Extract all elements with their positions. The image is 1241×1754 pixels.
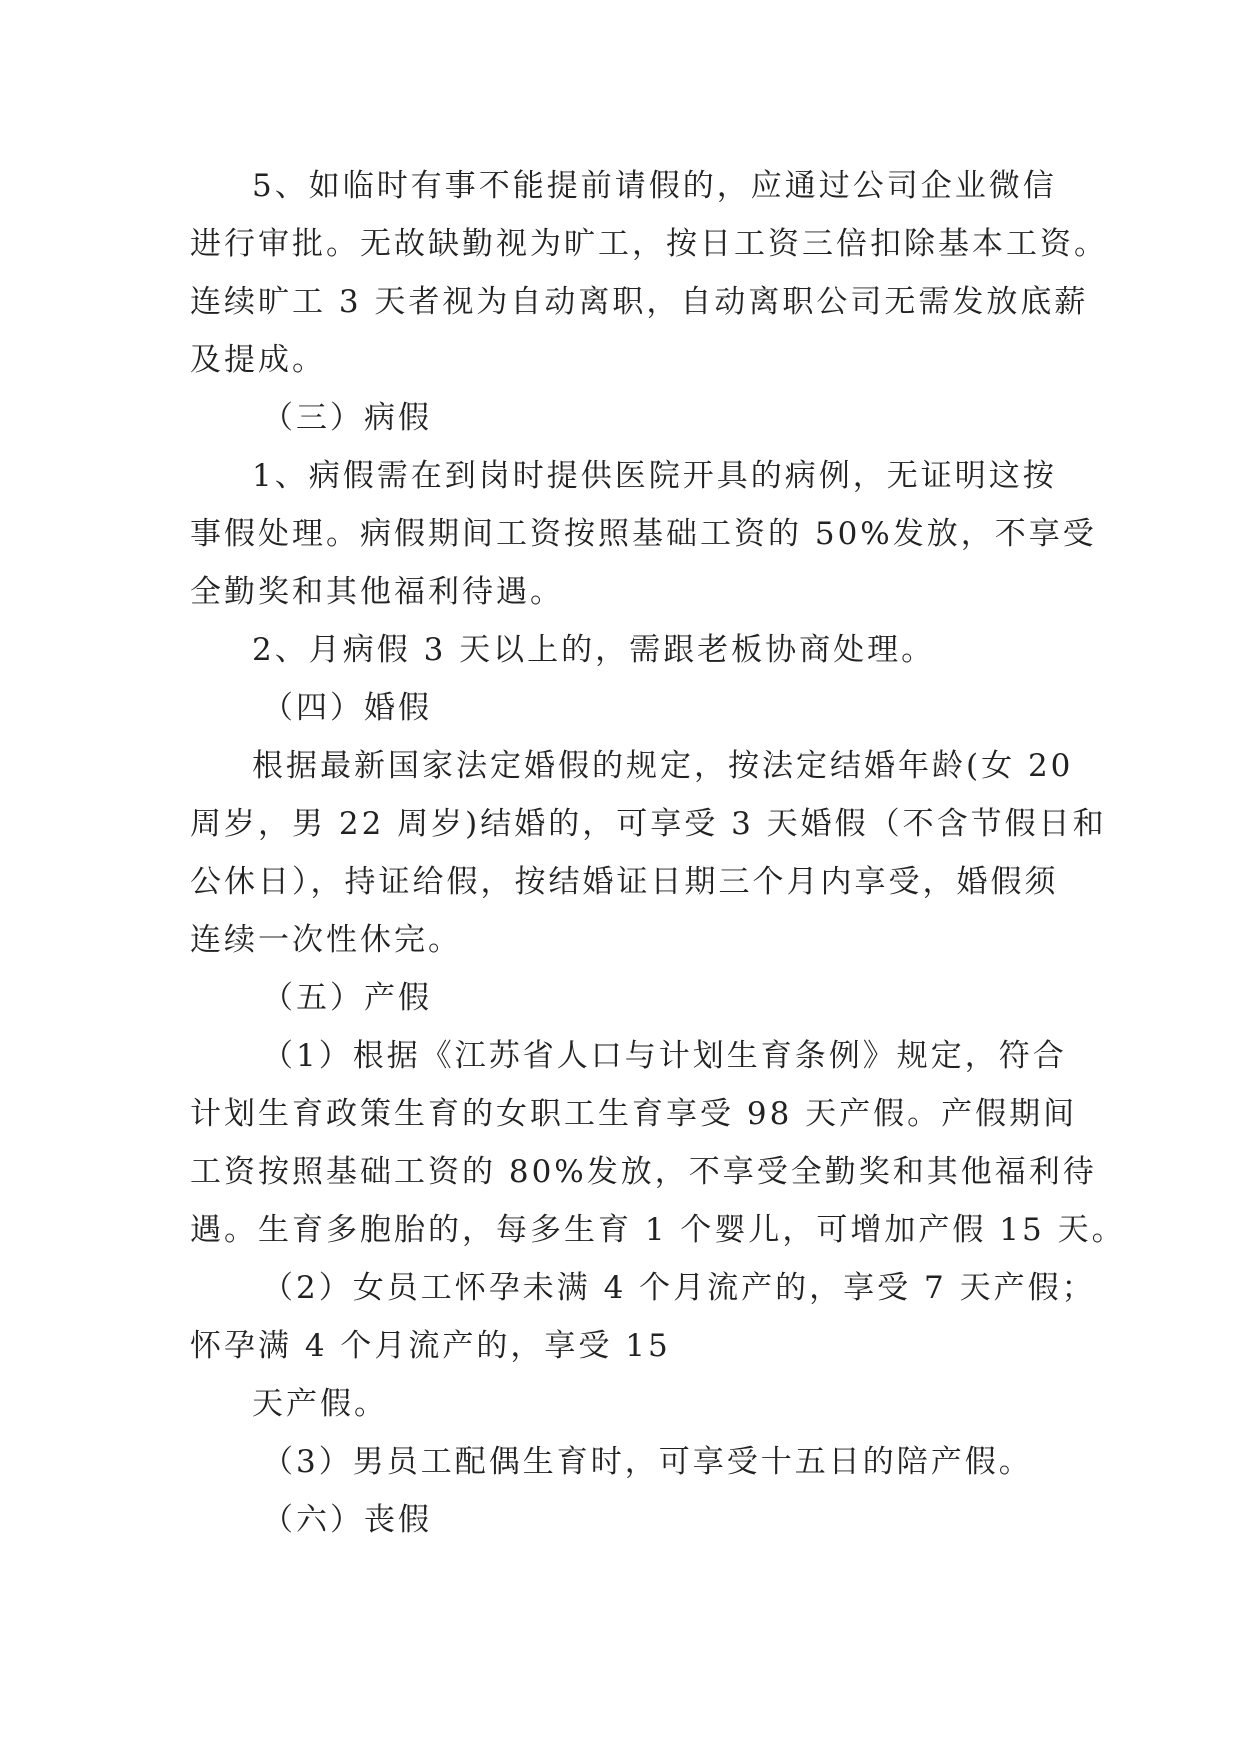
text-line: 连续旷工 3 天者视为自动离职，自动离职公司无需发放底薪 [190,284,1089,320]
text-line: 计划生育政策生育的女职工生育享受 98 天产假。产假期间 [190,1096,1078,1132]
text-line: （2）女员工怀孕未满 4 个月流产的，享受 7 天产假； [262,1270,1096,1306]
section-heading: （六）丧假 [262,1502,432,1538]
text-line: 2、月病假 3 天以上的，需跟老板协商处理。 [252,632,936,668]
section-heading: （四）婚假 [262,690,432,726]
text-line: 天产假。 [252,1386,388,1422]
text-line: 遇。生育多胞胎的，每多生育 1 个婴儿，可增加产假 15 天。 [190,1212,1126,1248]
text-line: 事假处理。病假期间工资按照基础工资的 50%发放，不享受 [190,516,1097,552]
text-line: 周岁，男 22 周岁)结婚的，可享受 3 天婚假（不含节假日和 [190,806,1107,842]
text-line: （3）男员工配偶生育时，可享受十五日的陪产假。 [262,1444,1033,1480]
text-line: 及提成。 [190,342,326,378]
text-line: 公休日），持证给假，按结婚证日期三个月内享受，婚假须 [190,864,1059,900]
text-line: （1）根据《江苏省人口与计划生育条例》规定，符合 [262,1038,1067,1074]
text-line: 5、如临时有事不能提前请假的，应通过公司企业微信 [252,168,1057,204]
text-line: 连续一次性休完。 [190,922,462,958]
section-heading: （三）病假 [262,400,432,436]
text-line: 工资按照基础工资的 80%发放，不享受全勤奖和其他福利待 [190,1154,1097,1190]
text-line: 怀孕满 4 个月流产的，享受 15 [190,1328,671,1364]
section-heading: （五）产假 [262,980,432,1016]
text-line: 根据最新国家法定婚假的规定，按法定结婚年龄(女 20 [252,748,1074,784]
text-line: 1、病假需在到岗时提供医院开具的病例，无证明这按 [252,458,1057,494]
text-line: 全勤奖和其他福利待遇。 [190,574,564,610]
text-line: 进行审批。无故缺勤视为旷工，按日工资三倍扣除基本工资。 [190,226,1108,262]
